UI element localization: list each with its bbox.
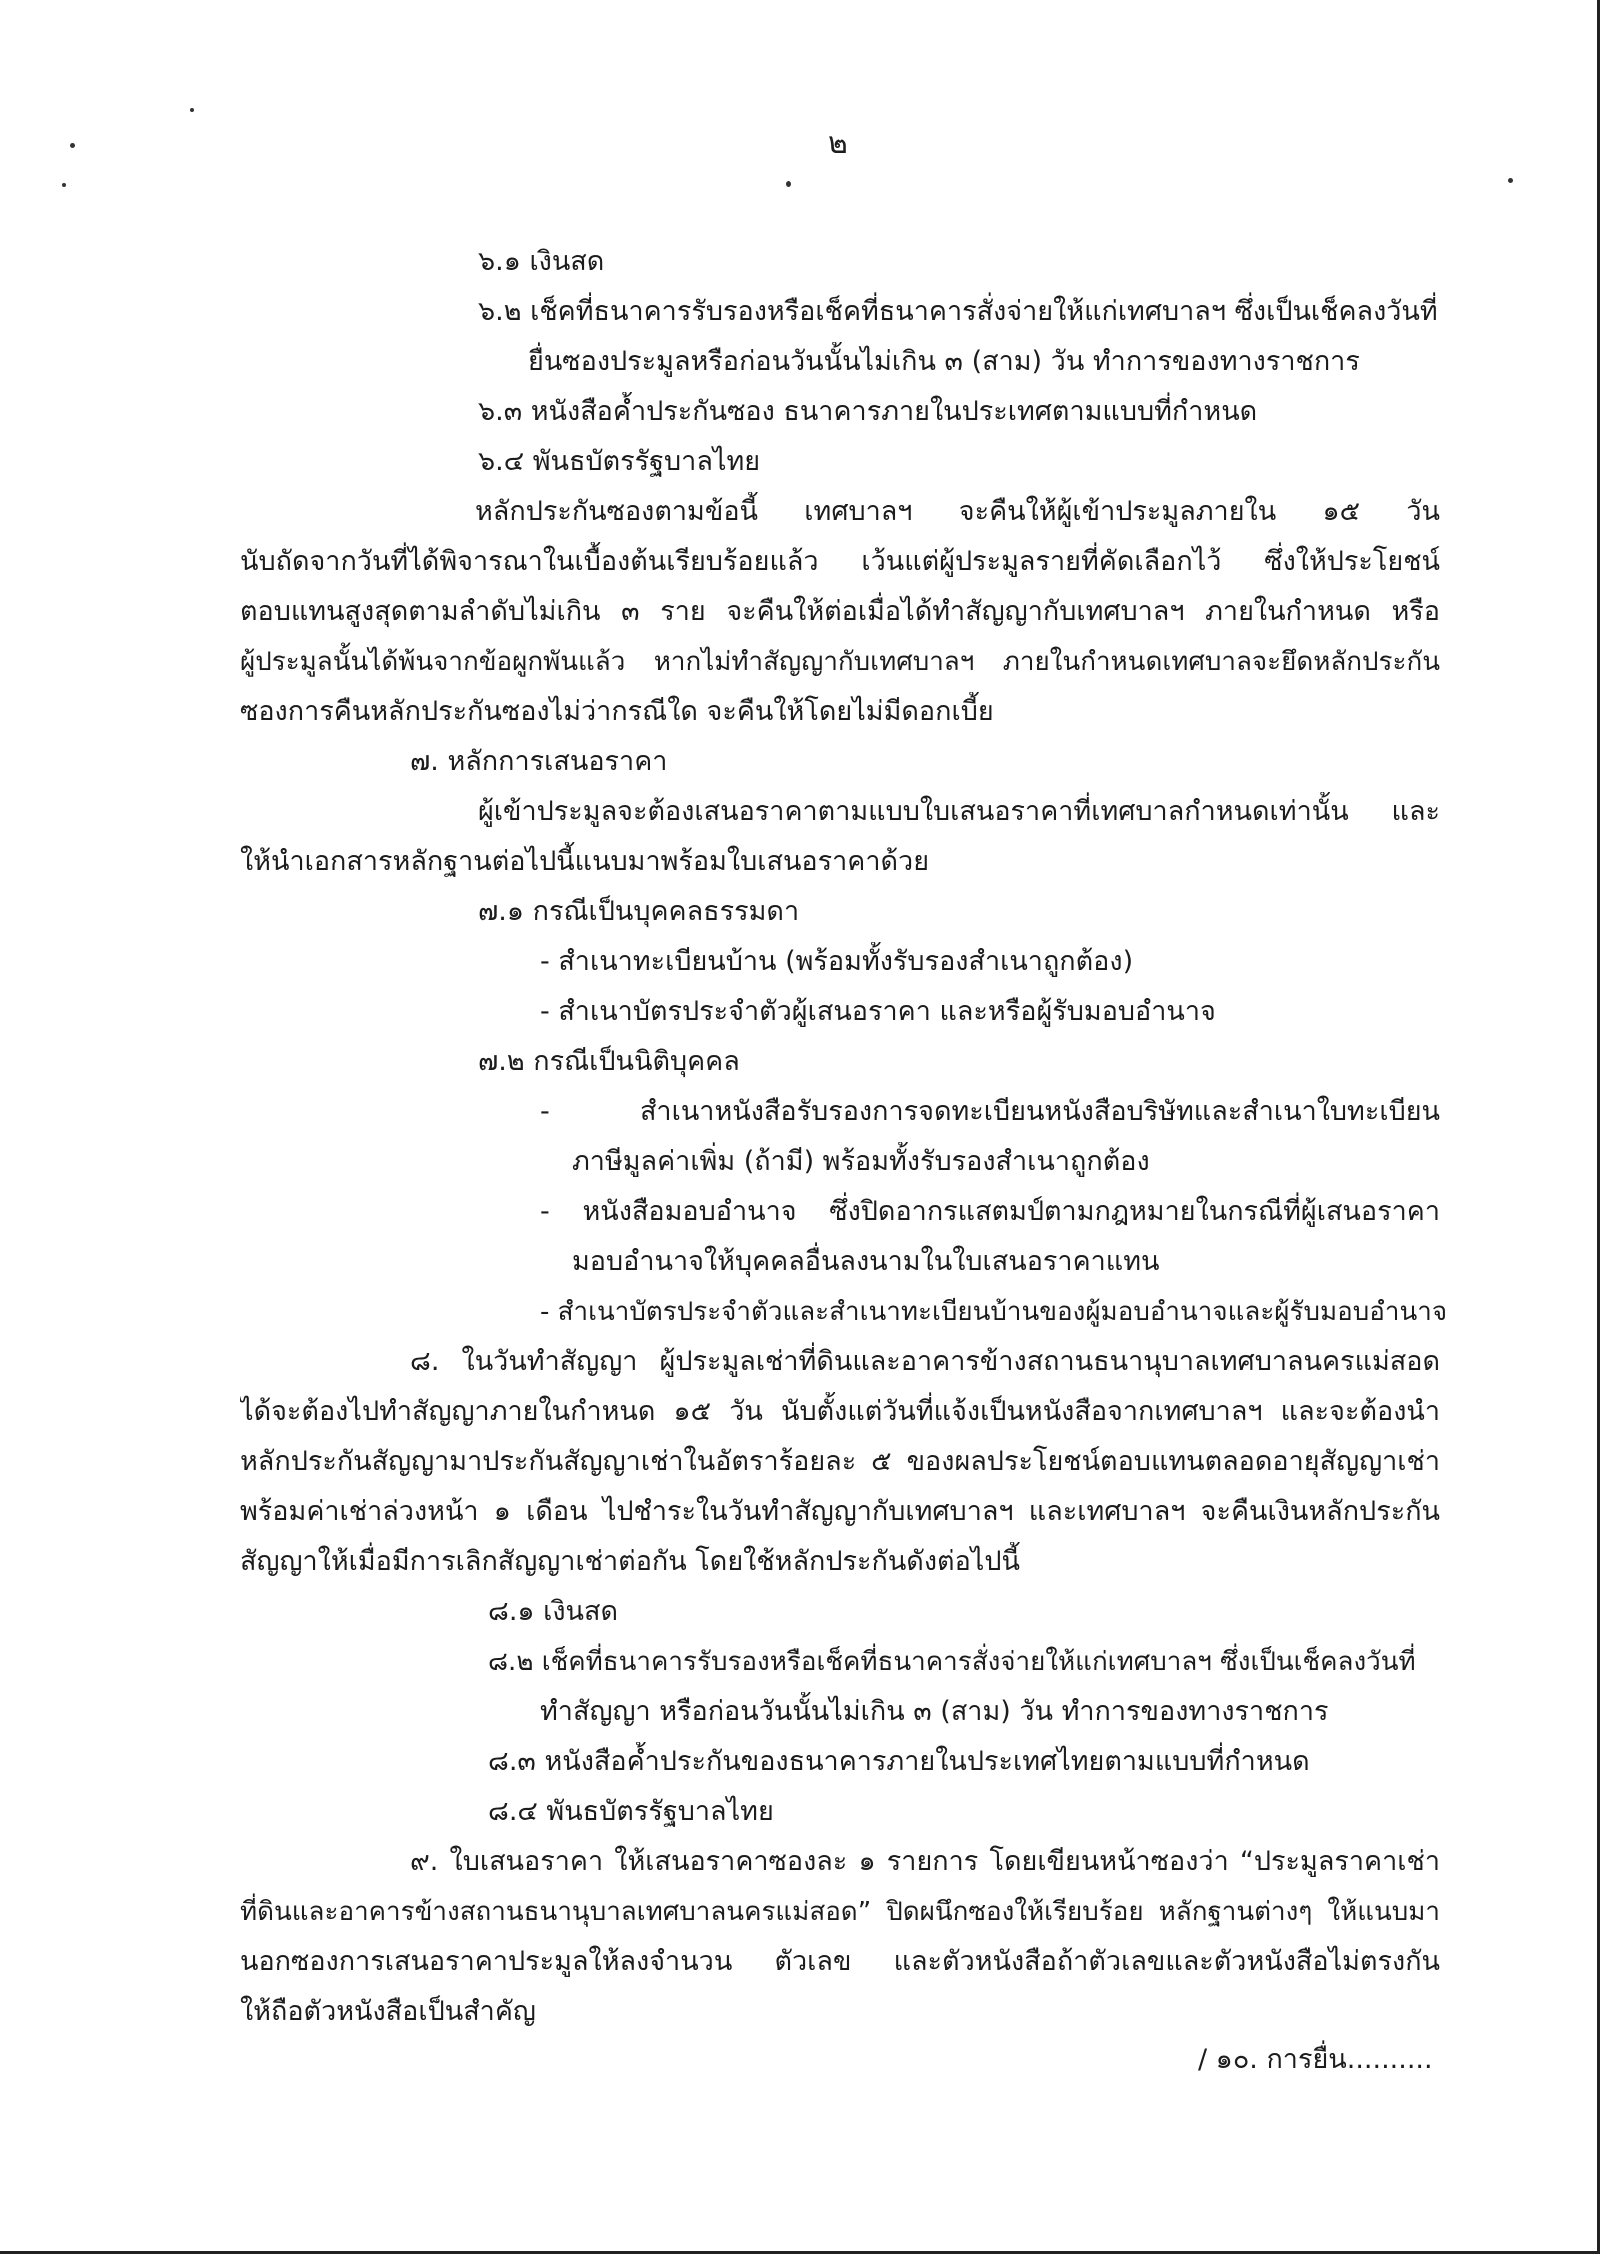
para-9-line: นอกซองการเสนอราคาประมูลให้ลงจำนวน ตัวเลข และตัวหนังสือถ้าตัวเลขและตัวหนังสือไม่ตรงกัน xyxy=(240,1946,1440,1977)
item-7-2-bullet: - สำเนาหนังสือรับรองการจดทะเบียนหนังสือบริษัทและสำเนาใบทะเบียน xyxy=(540,1096,1440,1127)
para-8-line: ได้จะต้องไปทำสัญญาภายในกำหนด ๑๕ วัน นับตั้งแต่วันที่แจ้งเป็นหนังสือจากเทศบาลฯ และจะต้องนำ xyxy=(240,1396,1440,1427)
item-7-2-heading: ๗.๒ กรณีเป็นนิติบุคคล xyxy=(478,1046,740,1077)
para-9-line: ให้ถือตัวหนังสือเป็นสำคัญ xyxy=(240,1996,536,2027)
para-8-line: หลักประกันสัญญามาประกันสัญญาเช่าในอัตราร้อยละ ๕ ของผลประโยชน์ตอบแทนตลอดอายุสัญญาเช่า xyxy=(240,1446,1440,1477)
para-7-line: ผู้เข้าประมูลจะต้องเสนอราคาตามแบบใบเสนอราคาที่เทศบาลกำหนดเท่านั้น และ xyxy=(478,796,1440,827)
item-8-1: ๘.๑ เงินสด xyxy=(488,1596,619,1627)
item-7-1-bullet: - สำเนาทะเบียนบ้าน (พร้อมทั้งรับรองสำเนาถูกต้อง) xyxy=(540,946,1134,977)
continuation-note: / ๑๐. การยื่น.......... xyxy=(1198,2044,1433,2075)
item-6-4: ๖.๔ พันธบัตรรัฐบาลไทย xyxy=(478,446,761,477)
para-7-line: ให้นำเอกสารหลักฐานต่อไปนี้แนบมาพร้อมใบเสนอราคาด้วย xyxy=(240,846,930,877)
item-7-1-bullet: - สำเนาบัตรประจำตัวผู้เสนอราคา และหรือผู้รับมอบอำนาจ xyxy=(540,996,1216,1027)
item-8-2-cont: ทำสัญญา หรือก่อนวันนั้นไม่เกิน ๓ (สาม) วัน ทำการของทางราชการ xyxy=(540,1696,1329,1727)
section-7-heading: ๗. หลักการเสนอราคา xyxy=(410,746,668,777)
item-7-2-bullet-cont: ภาษีมูลค่าเพิ่ม (ถ้ามี) พร้อมทั้งรับรองสำเนาถูกต้อง xyxy=(572,1146,1150,1177)
item-8-2: ๘.๒ เช็คที่ธนาคารรับรองหรือเช็คที่ธนาคารสั่งจ่ายให้แก่เทศบาลฯ ซึ่งเป็นเช็คลงวันที่ xyxy=(488,1647,1416,1677)
para-6-line: นับถัดจากวันที่ได้พิจารณาในเบื้องต้นเรียบร้อยแล้ว เว้นแต่ผู้ประมูลรายที่คัดเลือกไว้ ซึ่งให้ประโยชน์ xyxy=(240,546,1440,577)
para-9-line: ๙. ใบเสนอราคา ให้เสนอราคาซองละ ๑ รายการ โดยเขียนหน้าซองว่า “ประมูลราคาเช่า xyxy=(410,1846,1440,1877)
para-6-line: ผู้ประมูลนั้นได้พ้นจากข้อผูกพันแล้ว หากไม่ทำสัญญากับเทศบาลฯ ภายในกำหนดเทศบาลจะยึดหลักประกัน xyxy=(240,647,1440,677)
item-6-2-cont: ยื่นซองประมูลหรือก่อนวันนั้นไม่เกิน ๓ (สาม) วัน ทำการของทางราชการ xyxy=(528,346,1360,377)
item-6-3: ๖.๓ หนังสือค้ำประกันซอง ธนาคารภายในประเทศตามแบบที่กำหนด xyxy=(478,396,1258,427)
item-7-2-bullet: - สำเนาบัตรประจำตัวและสำเนาทะเบียนบ้านของผู้มอบอำนาจและผู้รับมอบอำนาจ xyxy=(540,1297,1448,1327)
para-6-line: ตอบแทนสูงสุดตามลำดับไม่เกิน ๓ ราย จะคืนให้ต่อเมื่อได้ทำสัญญากับเทศบาลฯ ภายในกำหนด หรือ xyxy=(240,596,1440,627)
para-8-line: ๘. ในวันทำสัญญา ผู้ประมูลเช่าที่ดินและอาคารข้างสถานธนานุบาลเทศบาลนครแม่สอด xyxy=(410,1346,1440,1377)
para-8-line: พร้อมค่าเช่าล่วงหน้า ๑ เดือน ไปชำระในวันทำสัญญากับเทศบาลฯ และเทศบาลฯ จะคืนเงินหลักประกัน xyxy=(240,1496,1440,1527)
para-6-line: ซองการคืนหลักประกันซองไม่ว่ากรณีใด จะคืนให้โดยไม่มีดอกเบี้ย xyxy=(240,696,994,727)
para-9-line: ที่ดินและอาคารข้างสถานธนานุบาลเทศบาลนครแม่สอด” ปิดผนึกซองให้เรียบร้อย หลักฐานต่างๆ ให้แนบมา xyxy=(240,1897,1440,1927)
page-number: ๒ xyxy=(828,126,848,161)
item-6-2: ๖.๒ เช็คที่ธนาคารรับรองหรือเช็คที่ธนาคารสั่งจ่ายให้แก่เทศบาลฯ ซึ่งเป็นเช็คลงวันที่ xyxy=(478,296,1438,327)
scan-speck xyxy=(70,143,75,148)
para-8-line: สัญญาให้เมื่อมีการเลิกสัญญาเช่าต่อกัน โดยใช้หลักประกันดังต่อไปนี้ xyxy=(240,1546,1020,1577)
item-7-1-heading: ๗.๑ กรณีเป็นบุคคลธรรมดา xyxy=(478,896,800,927)
para-6-line: หลักประกันซองตามข้อนี้ เทศบาลฯ จะคืนให้ผู้เข้าประมูลภายใน ๑๕ วัน xyxy=(475,496,1440,527)
item-8-4: ๘.๔ พันธบัตรรัฐบาลไทย xyxy=(488,1796,774,1827)
scan-speck xyxy=(1508,178,1513,183)
scan-speck xyxy=(786,181,791,187)
scan-speck xyxy=(62,183,66,187)
item-7-2-bullet: - หนังสือมอบอำนาจ ซึ่งปิดอากรแสตมป์ตามกฎหมายในกรณีที่ผู้เสนอราคา xyxy=(540,1196,1440,1227)
item-6-1: ๖.๑ เงินสด xyxy=(478,246,605,277)
item-8-3: ๘.๓ หนังสือค้ำประกันของธนาคารภายในประเทศไทยตามแบบที่กำหนด xyxy=(488,1746,1310,1777)
item-7-2-bullet-cont: มอบอำนาจให้บุคคลอื่นลงนามในใบเสนอราคาแทน xyxy=(572,1246,1160,1277)
scan-speck xyxy=(190,108,194,112)
